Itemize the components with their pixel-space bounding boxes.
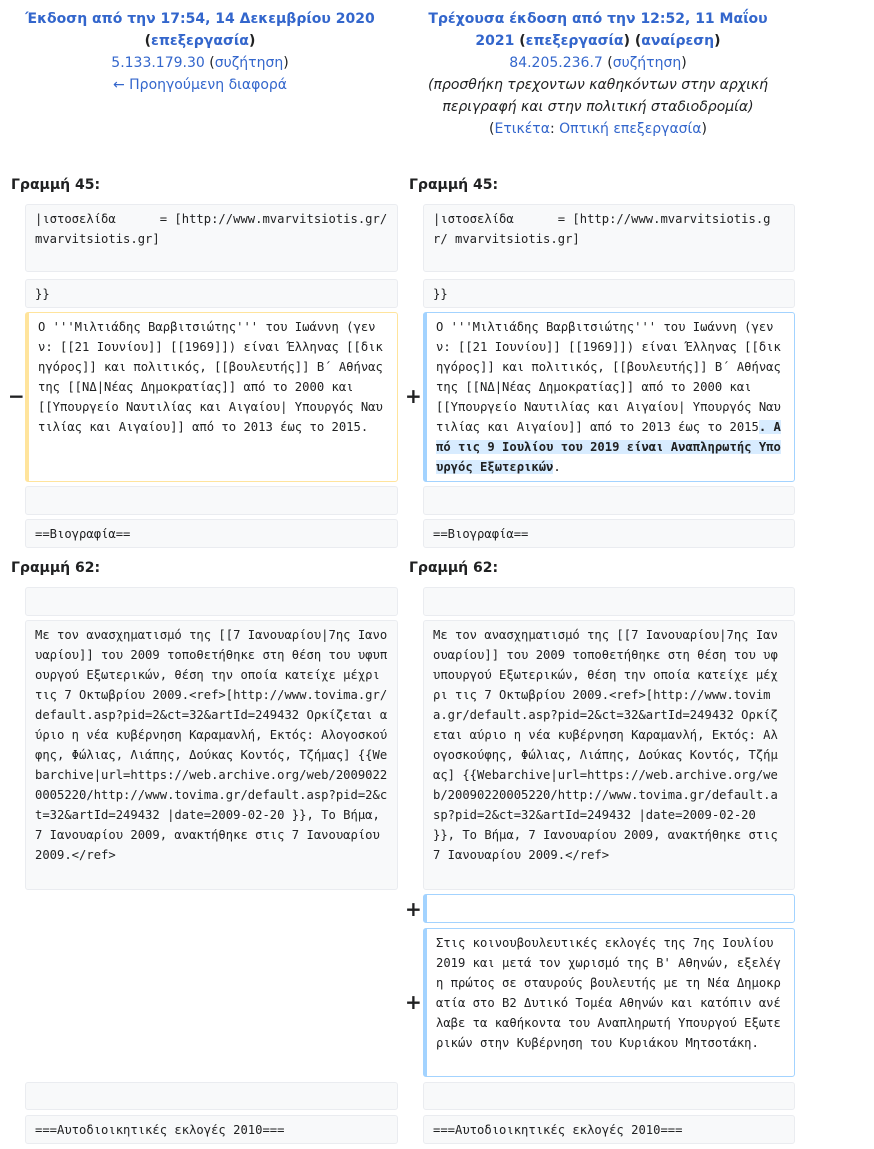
context-empty2-left <box>25 587 398 616</box>
current-revision-link[interactable]: Τρέχουσα έκδοση από την 12:52, 11 Μαΐου <box>428 11 768 27</box>
tag-value: Οπτική επεξεργασία <box>559 121 702 137</box>
current-revision-header: Τρέχουσα έκδοση από την 12:52, 11 Μαΐου 2021 (επεξεργασία) (αναίρεση) 84.205.236.7 (συζήτηση) (προσθήκη τρεχοντων καθηκόντων στην αρχική περιγραφή και στην πολιτική σταδιοδρομία) (Ετικέτα: Οπτική επεξεργασία) <box>398 8 798 140</box>
context-local-elections-left: ===Αυτοδιοικητικές εκλογές 2010=== <box>25 1115 398 1144</box>
context-reshuffle-left: Με τον ανασχηματισμό της [[7 Ιανουαρίου|7ης Ιανουαρίου]] του 2009 τοποθετήθηκε στη θέση του υφυπουργού Εξωτερικών, θέση την οποία κατείχε μέχρι τις 7 Οκτωβρίου 2009.<ref>[http://www.tovima.gr/default.asp?pid=2&ct=32&artId=249432 Ορκίζεται αύριο η νέα κυβέρνηση Καραμανλή, Εκτός: Αλογοσκούφης, Φώλιας, Λιάπης, Δούκας Κοντός, Τζήμας] {{Webarchive|url=https://web.archive.org/web/20090220005220/http://www.tovima.gr/default.asp?pid=2&ct=32&artId=249432 |date=2009-02-20 }}, Το Βήμα, 7 Ιανουαρίου 2009, ανακτήθηκε στις 7 Ιανουαρίου 2009.</ref> <box>25 620 398 890</box>
inserted-text: . Από τις 9 Ιουλίου του 2019 είναι Αναπληρωτής Υπουργός Εξωτερικών <box>436 420 781 474</box>
current-talk-link[interactable]: συζήτηση <box>612 55 682 71</box>
old-revision-header: Έκδοση από την 17:54, 14 Δεκεμβρίου 2020 (επεξεργασία) 5.133.179.30 (συζήτηση) ← Προηγούμενη διαφορά <box>25 11 375 93</box>
context-empty-left <box>25 486 398 515</box>
context-empty3-right <box>423 1082 795 1110</box>
context-reshuffle-right: Με τον ανασχηματισμό της [[7 Ιανουαρίου|7ης Ιανουαρίου]] του 2009 τοποθετήθηκε στη θέση του υφυπουργού Εξωτερικών, θέση την οποία κατείχε μέχρι τις 7 Οκτωβρίου 2009.<ref>[http://www.tovima.gr/default.asp?pid=2&ct=32&artId=249432 Ορκίζεται αύριο η νέα κυβέρνηση Καραμανλή, Εκτός: Αλογοσκούφης, Φώλιας, Λιάπης, Δούκας Κοντός, Τζήμας] {{Webarchive|url=https://web.archive.org/web/20090220005220/http://www.tovima.gr/default.asp?pid=2&ct=32&artId=249432 |date=2009-02-20 }}, Το Βήμα, 7 Ιανουαρίου 2009, ανακτήθηκε στις 7 Ιανουαρίου 2009.</ref> <box>423 620 795 890</box>
current-revision-year[interactable]: 2021 <box>475 33 515 49</box>
context-empty3-left <box>25 1082 398 1110</box>
line-number-right-45: Γραμμή 45: <box>409 177 499 193</box>
plus-marker: + <box>405 384 422 408</box>
old-revision-link[interactable]: Έκδοση από την 17:54, 14 Δεκεμβρίου 2020 <box>25 11 375 27</box>
old-edit-link[interactable]: επεξεργασία <box>151 33 249 49</box>
minus-marker: − <box>8 384 25 408</box>
added-intro-line: Ο '''Μιλτιάδης Βαρβιτσιώτης''' του Ιωάννη (γενν: [[21 Ιουνίου]] [[1969]]) είναι Έλληνας [[δικηγόρος]] και πολιτικός, [[βουλευτής]] Β΄ Αθήνας της [[ΝΔ|Νέας Δημοκρατίας]] από το 2000 και [[Υπουργείο Ναυτιλίας και Αιγαίου| Υπουργός Ναυτιλίας και Αιγαίου]] από το 2013 έως το 2015. Από τις 9 Ιουλίου του 2019 είναι Αναπληρωτής Υπουργός Εξωτερικών. <box>423 312 795 482</box>
context-close-right: }} <box>423 279 795 308</box>
deleted-intro-line: Ο '''Μιλτιάδης Βαρβιτσιώτης''' του Ιωάννη (γενν: [[21 Ιουνίου]] [[1969]]) είναι Έλληνας [[δικηγόρος]] και πολιτικός, [[βουλευτής]] Β΄ Αθήνας της [[ΝΔ|Νέας Δημοκρατίας]] από το 2000 και [[Υπουργείο Ναυτιλίας και Αιγαίου| Υπουργός Ναυτιλίας και Αιγαίου]] από το 2013 έως το 2015. <box>25 312 398 482</box>
context-empty-right <box>423 486 795 515</box>
added-empty-line <box>423 894 795 923</box>
context-bio-left: ==Βιογραφία== <box>25 519 398 548</box>
context-bio-right: ==Βιογραφία== <box>423 519 795 548</box>
context-website-left: |ιστοσελίδα = [http://www.mvarvitsiotis.gr/ mvarvitsiotis.gr] <box>25 204 398 272</box>
edit-summary: (προσθήκη τρεχοντων καθηκόντων στην αρχική περιγραφή και στην πολιτική σταδιοδρομία) <box>428 77 768 115</box>
plus-marker-2: + <box>405 897 422 921</box>
old-talk-link[interactable]: συζήτηση <box>214 55 284 71</box>
previous-diff-link[interactable]: ← Προηγούμενη διαφορά <box>112 77 288 93</box>
line-number-right-62: Γραμμή 62: <box>409 560 499 576</box>
context-website-right: |ιστοσελίδα = [http://www.mvarvitsiotis.gr/ mvarvitsiotis.gr] <box>423 204 795 272</box>
line-number-left-45: Γραμμή 45: <box>11 177 101 193</box>
context-close-left: }} <box>25 279 398 308</box>
context-local-elections-right: ===Αυτοδιοικητικές εκλογές 2010=== <box>423 1115 795 1144</box>
current-edit-link[interactable]: επεξεργασία <box>525 33 624 49</box>
undo-link[interactable]: αναίρεση <box>641 33 715 49</box>
context-empty2-right <box>423 587 795 616</box>
tags-link[interactable]: Ετικέτα <box>494 121 550 137</box>
added-elections-line: Στις κοινουβουλευτικές εκλογές της 7ης Ιουλίου 2019 και μετά τον χωρισμό της Β' Αθηνών, εξελέγη πρώτος σε σταυρούς βουλευτής με τη Νέα Δημοκρατία στο Β2 Δυτικό Τομέα Αθηνών και κατόπιν ανέλαβε τα καθήκοντα του Αναπληρωτή Υπουργού Εξωτερικών στην Κυβέρνηση του Κυριάκου Μητσοτάκη. <box>423 928 795 1077</box>
current-user-link[interactable]: 84.205.236.7 <box>509 55 603 71</box>
plus-marker-3: + <box>405 990 422 1014</box>
line-number-left-62: Γραμμή 62: <box>11 560 101 576</box>
old-user-link[interactable]: 5.133.179.30 <box>111 55 205 71</box>
